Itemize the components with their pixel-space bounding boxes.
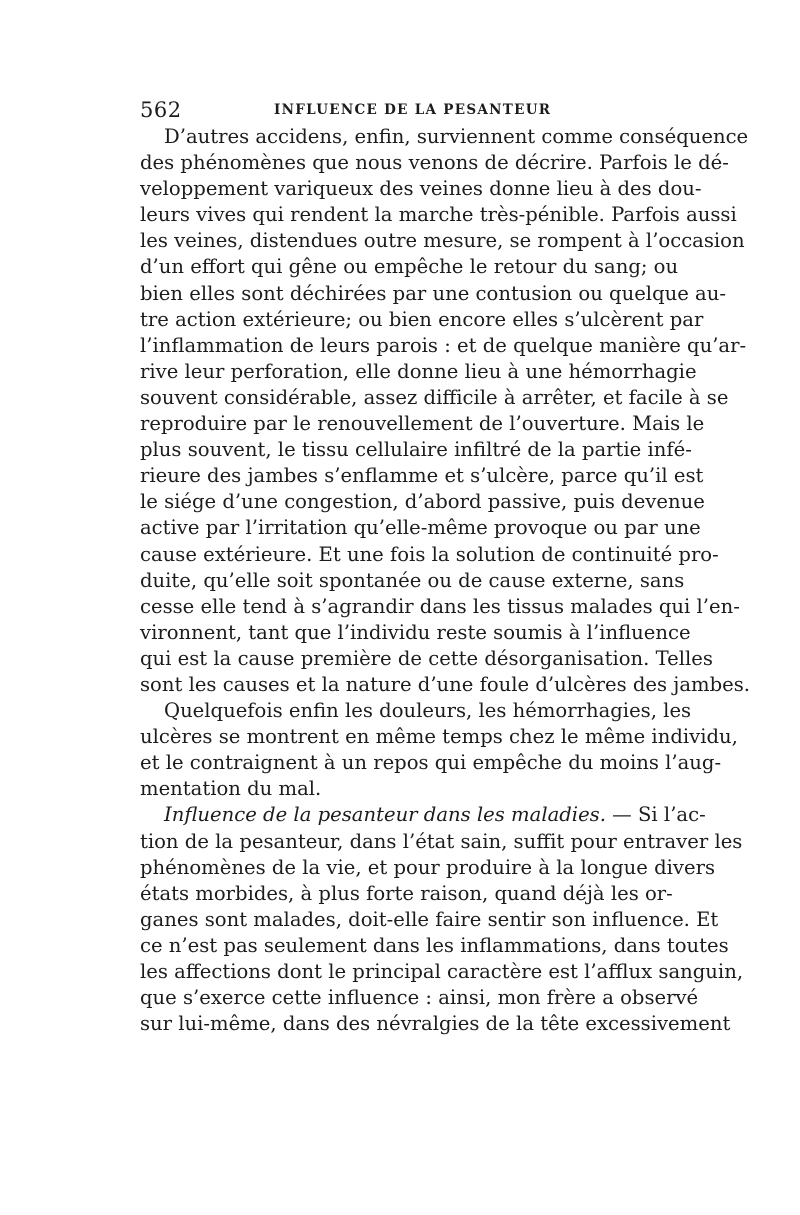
text-line: d’un effort qui gêne ou empêche le retour du sang; ou (140, 255, 679, 279)
text-line: et le contraignent à un repos qui empêche du moins l’aug- (140, 751, 722, 775)
text-line: rive leur perforation, elle donne lieu à une hémorrhagie (140, 359, 697, 383)
text-line: plus souvent, le tissu cellulaire infiltré de la partie infé- (140, 438, 692, 462)
text-line: phénomènes de la vie, et pour produire à la longue divers (140, 855, 716, 879)
paragraph-complications (140, 698, 738, 802)
section-heading-continuation: — Si l’ac- (605, 803, 706, 827)
text-line: reproduire par le renouvellement de l’ouverture. Mais le (140, 412, 705, 436)
text-line: rieure des jambes s’enflamme et s’ulcère, parce qu’il est (140, 464, 704, 488)
text-line: que s’exerce cette influence : ainsi, mon frère a observé (140, 986, 699, 1010)
paragraph-accidents (140, 124, 751, 698)
text-line: ulcères se montrent en même temps chez le même individu, (140, 725, 738, 749)
text-line: ganes sont malades, doit-elle faire sentir son influence. Et (140, 907, 719, 931)
text-line: sur lui-même, dans des névralgies de la tête excessivement (140, 1012, 731, 1036)
text-line: veloppement variqueux des veines donne lieu à des dou- (140, 177, 702, 201)
text-line: le siége d’une congestion, d’abord passive, puis devenue (140, 490, 705, 514)
section-heading: Influence de la pesanteur dans les maladies. (164, 803, 606, 827)
text-line: les affections dont le principal caractère est l’afflux sanguin, (140, 960, 744, 983)
text-line: vironnent, tant que l’individu reste soumis à l’influence (140, 620, 691, 644)
text-line: mentation du mal. (140, 777, 322, 801)
text-line: sont les causes et la nature d’une foule d’ulcères des jambes. (140, 672, 751, 696)
text-line: des phénomènes que nous venons de décrire. Parfois le dé- (140, 151, 729, 175)
text-line: ce n’est pas seulement dans les inflammations, dans toutes (140, 933, 729, 957)
text-line: bien elles sont déchirées par une contusion ou quelque au- (140, 281, 726, 305)
text-line: cesse elle tend à s’agrandir dans les tissus malades qui l’en- (140, 594, 740, 618)
text-line: qui est la cause première de cette désorganisation. Telles (140, 646, 713, 670)
text-line: active par l’irritation qu’elle-même provoque ou par une (140, 516, 701, 540)
section-heading-line (140, 802, 706, 828)
text-line: souvent considérable, assez difficile à arrêter, et facile à se (140, 385, 729, 409)
running-head-title: INFLUENCE DE LA PESANTEUR (274, 102, 552, 118)
text-line: D’autres accidens, enfin, surviennent comme conséquence (164, 125, 749, 148)
text-line: états morbides, à plus forte raison, quand déjà les or- (140, 881, 673, 905)
body-text (140, 124, 751, 1037)
paragraph-influence-in-diseases (140, 802, 744, 1037)
page-number: 562 (140, 98, 182, 122)
running-head (140, 96, 672, 124)
text-line: tion de la pesanteur, dans l’état sain, suffit pour entraver les (140, 829, 743, 853)
text-line: les veines, distendues outre mesure, se rompent à l’occasion (140, 229, 745, 253)
text-line: Quelquefois enfin les douleurs, les hémorrhagies, les (164, 699, 692, 723)
text-line: cause extérieure. Et une fois la solution de continuité pro- (140, 542, 719, 566)
text-line: l’inflammation de leurs parois : et de quelque manière qu’ar- (140, 333, 747, 357)
text-line: duite, qu’elle soit spontanée ou de cause externe, sans (140, 568, 685, 592)
text-line: tre action extérieure; ou bien encore elles s’ulcèrent par (140, 307, 704, 331)
text-line: leurs vives qui rendent la marche très-pénible. Parfois aussi (140, 203, 737, 227)
